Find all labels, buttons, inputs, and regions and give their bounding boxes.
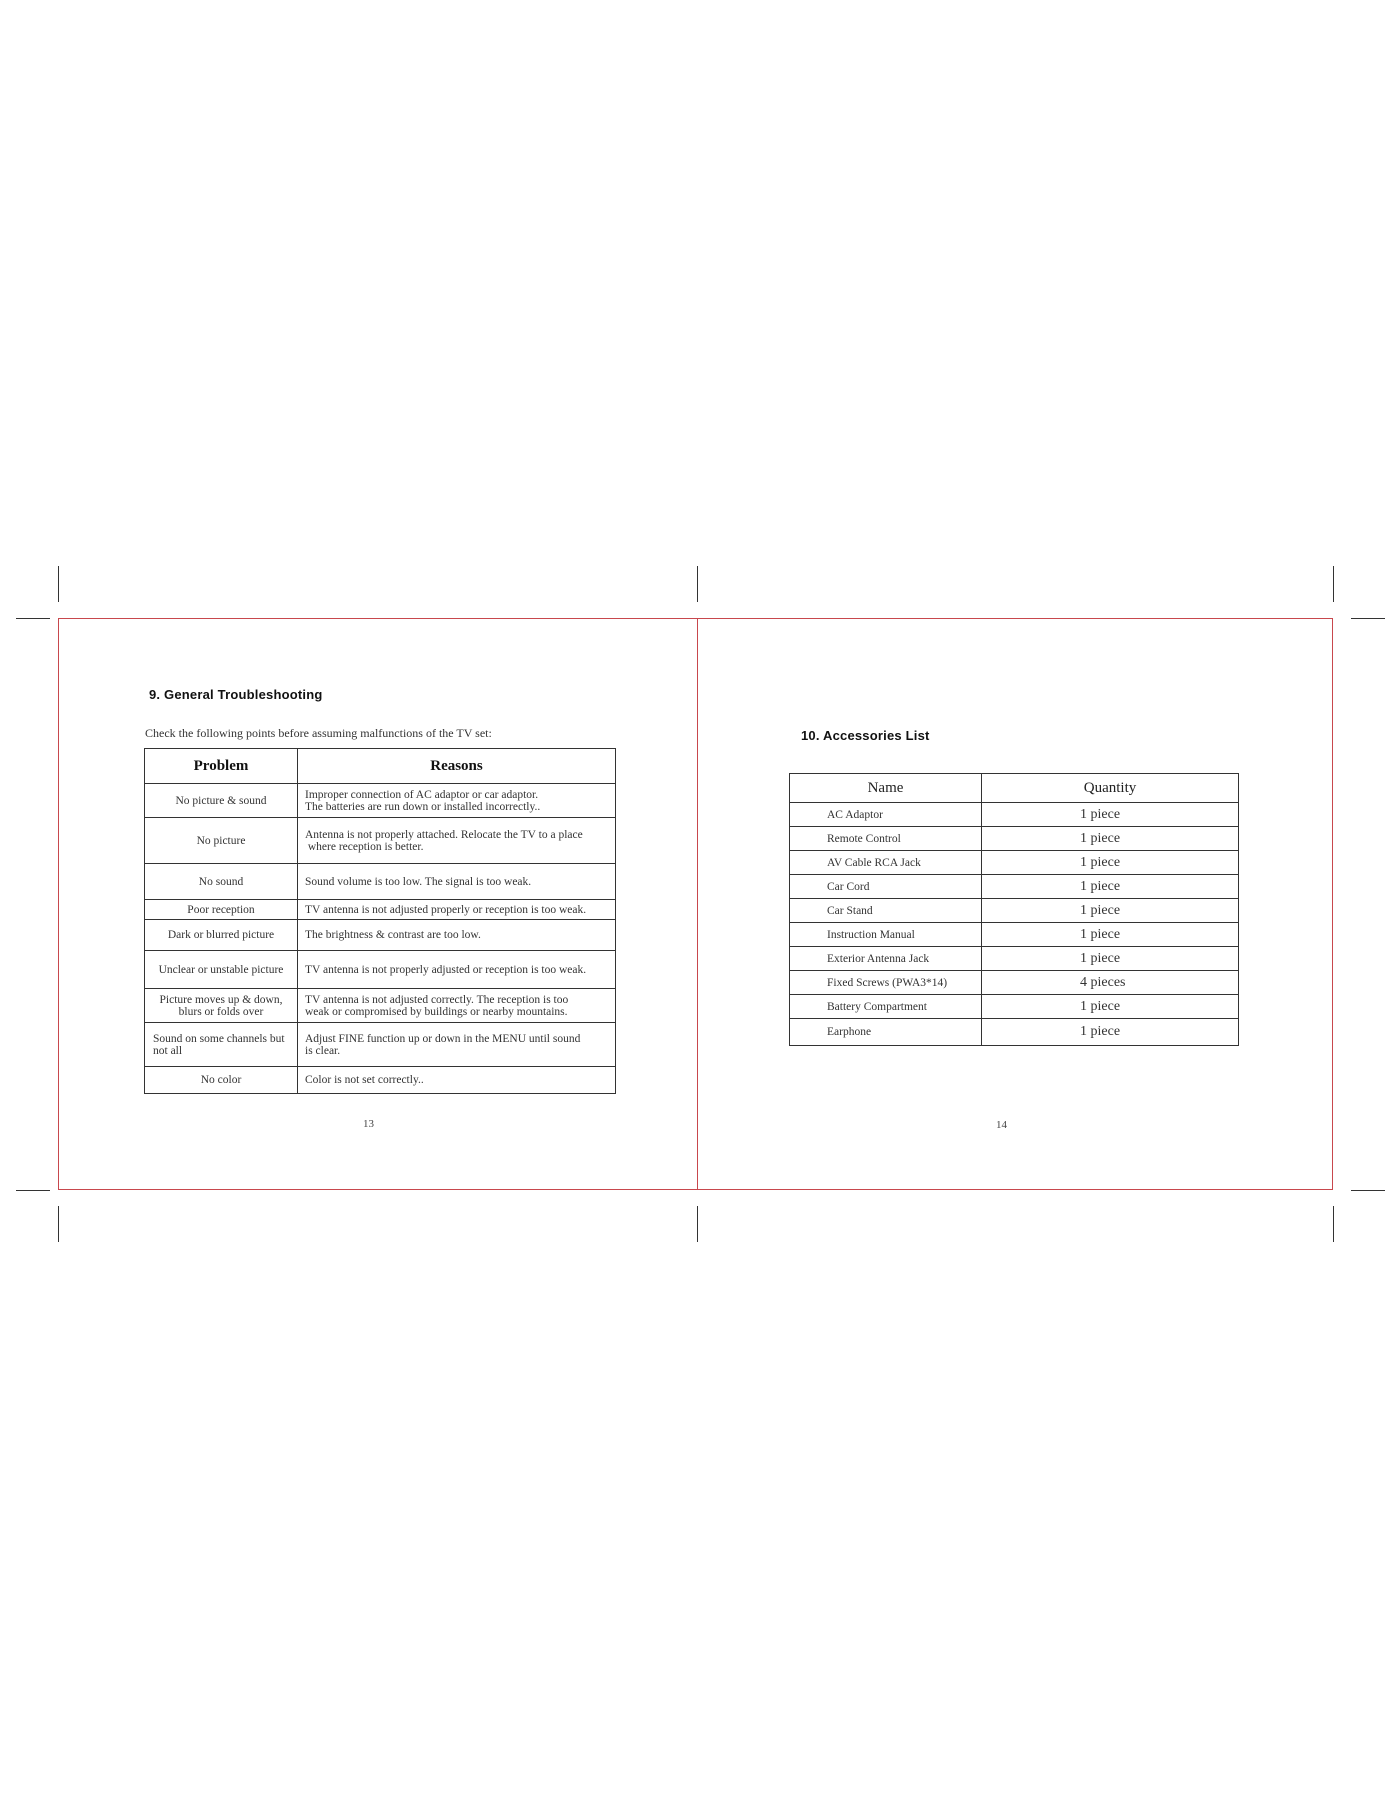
table-row: [145, 784, 616, 818]
reason-line: The batteries are run down or installed incorrectly..: [305, 800, 541, 813]
column-header-name: Name: [790, 774, 982, 803]
accessory-name: Battery Compartment: [790, 995, 982, 1019]
accessory-name: Remote Control: [790, 827, 982, 851]
reason-cell: [298, 920, 616, 951]
crop-mark: [697, 1206, 698, 1242]
section-title-troubleshooting: 9. General Troubleshooting: [149, 687, 323, 702]
reason-line: Antenna is not properly attached. Relocate the TV to a place: [305, 828, 583, 841]
accessory-quantity: 1 piece: [982, 803, 1239, 827]
reason-line: Sound volume is too low. The signal is too weak.: [305, 875, 532, 888]
accessory-quantity: 1 piece: [982, 827, 1239, 851]
page-number: 14: [996, 1119, 1007, 1131]
table-row: [790, 995, 1239, 1019]
accessory-name: AV Cable RCA Jack: [790, 851, 982, 875]
page-13: [58, 618, 697, 1190]
table-row: [790, 899, 1239, 923]
accessory-name: Car Stand: [790, 899, 982, 923]
table-header-row: [790, 774, 1239, 803]
table-row: [145, 920, 616, 951]
table-row: [145, 818, 616, 864]
table-row: [145, 951, 616, 989]
problem-cell: No color: [145, 1067, 298, 1094]
crop-mark: [1333, 566, 1334, 602]
problem-cell: Sound on some channels but not all: [145, 1023, 298, 1067]
accessory-quantity: 1 piece: [982, 995, 1239, 1019]
table-row: [145, 989, 616, 1023]
reason-line: weak or compromised by buildings or nearby mountains.: [305, 1005, 568, 1018]
problem-cell: No picture: [145, 818, 298, 864]
reason-line: is clear.: [305, 1044, 341, 1057]
crop-mark: [58, 1206, 59, 1242]
reason-line: Adjust FINE function up or down in the MENU until sound: [305, 1032, 581, 1045]
table-row: [145, 900, 616, 920]
crop-mark: [1333, 1206, 1334, 1242]
table-row: [145, 1023, 616, 1067]
problem-cell: Dark or blurred picture: [145, 920, 298, 951]
accessory-name: Exterior Antenna Jack: [790, 947, 982, 971]
reason-cell: [298, 818, 616, 864]
accessory-quantity: 1 piece: [982, 899, 1239, 923]
page-14: [698, 618, 1333, 1190]
table-row: [790, 803, 1239, 827]
reason-line: The brightness & contrast are too low.: [305, 929, 481, 941]
crop-mark: [58, 566, 59, 602]
crop-mark: [1351, 618, 1385, 619]
troubleshooting-table: [144, 748, 616, 1094]
reason-line: TV antenna is not adjusted properly or reception is too weak.: [305, 903, 587, 916]
reason-cell: [298, 951, 616, 989]
reason-line: where reception is better.: [305, 840, 424, 853]
accessory-quantity: 1 piece: [982, 947, 1239, 971]
reason-cell: [298, 864, 616, 900]
problem-cell: No picture & sound: [145, 784, 298, 818]
accessory-quantity: 1 piece: [982, 1019, 1239, 1046]
column-header-reasons: Reasons: [298, 749, 616, 784]
column-header-quantity: Quantity: [982, 774, 1239, 803]
table-row: [790, 827, 1239, 851]
table-row: [145, 1067, 616, 1094]
table-row: [790, 971, 1239, 995]
problem-cell: Unclear or unstable picture: [145, 951, 298, 989]
table-row: [790, 923, 1239, 947]
accessory-name: Fixed Screws (PWA3*14): [790, 971, 982, 995]
accessory-quantity: 1 piece: [982, 875, 1239, 899]
accessory-name: Earphone: [790, 1019, 982, 1046]
table-row: [790, 851, 1239, 875]
reason-cell: [298, 900, 616, 920]
reason-line: Improper connection of AC adaptor or car adaptor.: [305, 788, 539, 801]
section-title-accessories: 10. Accessories List: [801, 728, 930, 743]
reason-line: TV antenna is not adjusted correctly. The reception is too: [305, 993, 569, 1006]
accessory-quantity: 1 piece: [982, 923, 1239, 947]
crop-mark: [16, 618, 50, 619]
table-row: [790, 875, 1239, 899]
reason-line: TV antenna is not properly adjusted or reception is too weak.: [305, 963, 587, 976]
accessory-name: AC Adaptor: [790, 803, 982, 827]
accessories-table: [789, 773, 1239, 1046]
table-row: [145, 864, 616, 900]
accessory-quantity: 4 pieces: [982, 971, 1239, 995]
reason-cell: [298, 1023, 616, 1067]
accessory-name: Instruction Manual: [790, 923, 982, 947]
crop-mark: [1351, 1190, 1385, 1191]
table-row: [790, 1019, 1239, 1046]
reason-line: Color is not set correctly..: [305, 1074, 424, 1086]
page-number: 13: [363, 1118, 374, 1130]
accessory-name: Car Cord: [790, 875, 982, 899]
table-header-row: [145, 749, 616, 784]
reason-cell: [298, 784, 616, 818]
crop-mark: [16, 1190, 50, 1191]
crop-mark: [697, 566, 698, 602]
intro-text: Check the following points before assuming malfunctions of the TV set:: [145, 726, 492, 740]
column-header-problem: Problem: [145, 749, 298, 784]
accessory-quantity: 1 piece: [982, 851, 1239, 875]
problem-cell: No sound: [145, 864, 298, 900]
problem-cell: Picture moves up & down, blurs or folds over: [145, 989, 298, 1023]
reason-cell: [298, 1067, 616, 1094]
problem-cell: Poor reception: [145, 900, 298, 920]
table-row: [790, 947, 1239, 971]
reason-cell: [298, 989, 616, 1023]
